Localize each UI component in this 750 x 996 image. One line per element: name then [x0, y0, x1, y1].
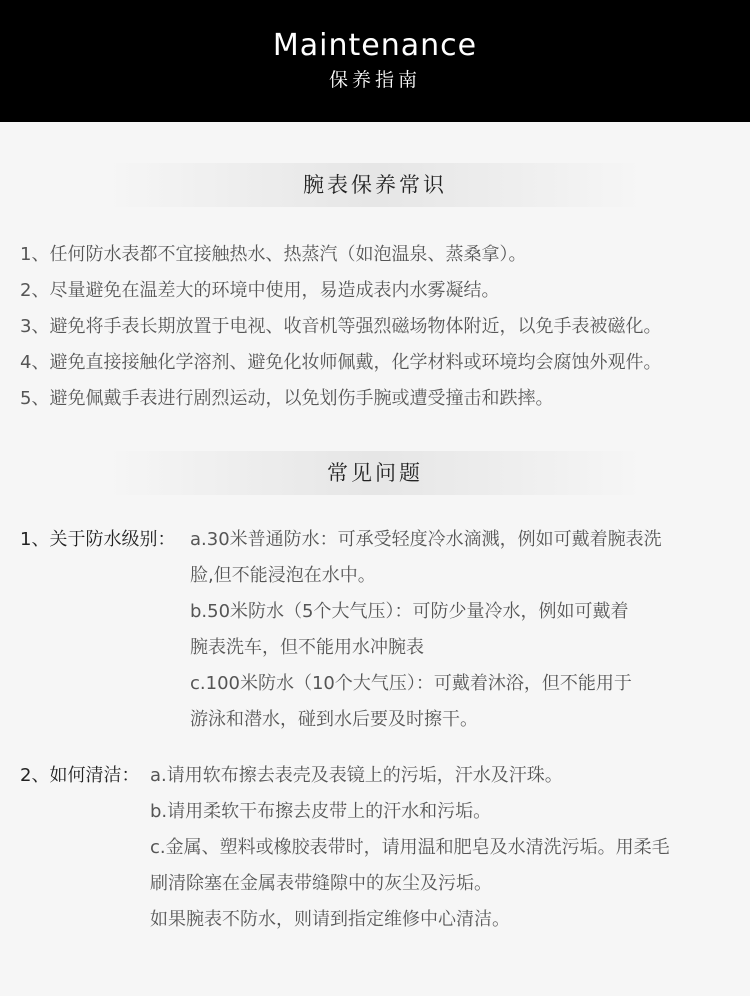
list-item: 1、任何防水表都不宜接触热水、热蒸汽（如泡温泉、蒸桑拿）。	[20, 244, 527, 265]
faq-label-cleaning: 2、如何清洁：	[20, 765, 140, 786]
header-title-cn: 保养指南	[328, 69, 421, 91]
faq-label-waterproof: 1、关于防水级别：	[20, 529, 176, 550]
list-item: 3、避免将手表长期放置于电视、收音机等强烈磁场物体附近，以免手表被磁化。	[20, 316, 662, 337]
faq-line: a.请用软布擦去表壳及表镜上的污垢，汗水及汗珠。	[150, 765, 563, 786]
faq-line: 游泳和潜水，碰到水后要及时擦干。	[190, 709, 478, 730]
faq-line: b.请用柔软干布擦去皮带上的汗水和污垢。	[150, 801, 492, 822]
faq-line: 腕表洗车，但不能用水冲腕表	[190, 637, 424, 658]
page-header	[0, 0, 750, 122]
faq-line: c.100米防水（10个大气压）：可戴着沐浴，但不能用于	[190, 673, 632, 694]
header-title-en: Maintenance	[272, 28, 478, 63]
faq-line: 刷清除塞在金属表带缝隙中的灰尘及污垢。	[150, 873, 492, 894]
faq-line: c.金属、塑料或橡胶表带时，请用温和肥皂及水清洗污垢。用柔毛	[150, 837, 670, 858]
faq-line: a.30米普通防水：可承受轻度冷水滴溅，例如可戴着腕表洗	[190, 529, 662, 550]
faq-line: 脸,但不能浸泡在水中。	[190, 565, 376, 586]
faq-line: b.50米防水（5个大气压）：可防少量冷水，例如可戴着	[190, 601, 629, 622]
list-item: 4、避免直接接触化学溶剂、避免化妆师佩戴，化学材料或环境均会腐蚀外观件。	[20, 352, 662, 373]
section-title-care: 腕表保养常识	[0, 163, 750, 207]
list-item: 2、尽量避免在温差大的环境中使用，易造成表内水雾凝结。	[20, 280, 500, 301]
section-title-faq: 常见问题	[0, 451, 750, 495]
list-item: 5、避免佩戴手表进行剧烈运动，以免划伤手腕或遭受撞击和跌摔。	[20, 388, 554, 409]
faq-line: 如果腕表不防水，则请到指定维修中心清洁。	[150, 909, 510, 930]
